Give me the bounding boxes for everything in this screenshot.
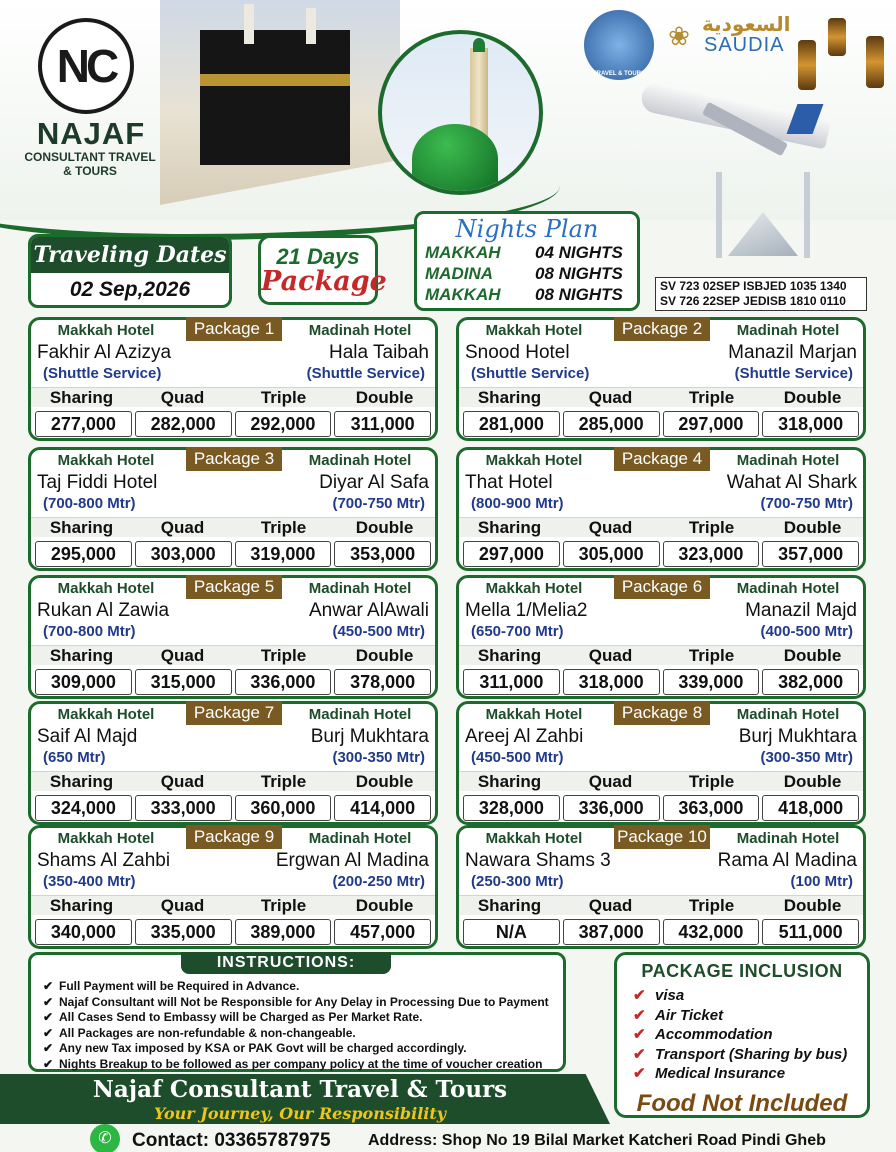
makkah-hotel-name: Saif Al Majd — [37, 726, 138, 747]
price-row — [35, 411, 431, 437]
saudia-palm-icon: ❀ — [668, 21, 690, 51]
price-header: Double — [783, 896, 842, 915]
price-header: Sharing — [49, 646, 114, 665]
price-cell: 311,000 — [334, 411, 431, 437]
madinah-hotel-distance: (Shuttle Service) — [734, 365, 853, 382]
price-row — [35, 669, 431, 695]
price-header-row — [31, 771, 435, 791]
nights-count: 04 NIGHTS — [535, 243, 623, 262]
madinah-hotel-label: Madinah Hotel — [736, 452, 840, 469]
travel-tours-logo — [584, 10, 654, 80]
nights-city: MADINA — [425, 264, 493, 283]
price-row — [463, 541, 859, 567]
madinah-hotel-distance: (700-750 Mtr) — [760, 495, 853, 512]
price-cell: 295,000 — [35, 541, 132, 567]
price-row — [463, 669, 859, 695]
price-header-row — [459, 771, 863, 791]
price-header: Triple — [688, 518, 735, 537]
makkah-hotel-distance: (350-400 Mtr) — [43, 873, 136, 890]
price-cell: 303,000 — [135, 541, 232, 567]
lantern-icon — [798, 40, 816, 90]
price-cell: 318,000 — [762, 411, 859, 437]
price-header: Sharing — [477, 646, 542, 665]
price-cell: 432,000 — [663, 919, 760, 945]
makkah-hotel-distance: (700-800 Mtr) — [43, 623, 136, 640]
madinah-hotel-name: Rama Al Madina — [717, 850, 857, 871]
package-card — [28, 701, 438, 825]
price-header: Quad — [588, 772, 633, 791]
madinah-hotel-distance: (700-750 Mtr) — [332, 495, 425, 512]
price-header: Double — [355, 646, 414, 665]
price-cell: 418,000 — [762, 795, 859, 821]
madinah-hotel-label: Madinah Hotel — [308, 580, 412, 597]
makkah-hotel-distance: (Shuttle Service) — [43, 365, 162, 382]
madinah-hotel-distance: (300-350 Mtr) — [332, 749, 425, 766]
price-cell: 457,000 — [334, 919, 431, 945]
price-header: Triple — [688, 896, 735, 915]
makkah-hotel-label: Makkah Hotel — [57, 322, 155, 339]
madinah-hotel-distance: (Shuttle Service) — [306, 365, 425, 382]
price-header: Sharing — [477, 896, 542, 915]
lantern-icon — [866, 36, 884, 88]
price-cell: 319,000 — [235, 541, 332, 567]
price-row — [463, 411, 859, 437]
madinah-hotel-name: Manazil Marjan — [728, 342, 857, 363]
price-header: Quad — [588, 646, 633, 665]
price-header: Double — [783, 646, 842, 665]
inclusion-list — [633, 986, 867, 1084]
makkah-hotel-name: Snood Hotel — [465, 342, 570, 363]
food-not-included: Food Not Included — [636, 1089, 848, 1117]
minaret-shape — [716, 172, 722, 258]
madinah-hotel-label: Madinah Hotel — [308, 706, 412, 723]
price-cell: 297,000 — [463, 541, 560, 567]
price-row — [463, 919, 859, 945]
nights-row — [417, 242, 637, 263]
brand-subtitle — [20, 150, 160, 178]
madinah-hotel-name: Manazil Majd — [745, 600, 857, 621]
saudia-english: SAUDIA — [704, 34, 785, 56]
contact-phone[interactable]: Contact: 03365787975 — [132, 1130, 331, 1151]
madinah-hotel-distance: (450-500 Mtr) — [332, 623, 425, 640]
package-tag: Package 3 — [186, 447, 282, 471]
package-card — [456, 825, 866, 949]
brand-subtitle-line1: CONSULTANT TRAVEL — [24, 150, 156, 164]
instructions-list — [43, 979, 549, 1072]
nights-row — [417, 284, 637, 305]
package-card — [28, 825, 438, 949]
price-cell: 340,000 — [35, 919, 132, 945]
price-cell: 378,000 — [334, 669, 431, 695]
price-header: Double — [783, 518, 842, 537]
footer-slogan: Your Journey, Our Responsibility — [153, 1104, 447, 1123]
makkah-hotel-name: Rukan Al Zawia — [37, 600, 170, 621]
madinah-hotel-label: Madinah Hotel — [736, 580, 840, 597]
instruction-item: ✔ Any new Tax imposed by KSA or PAK Govt will be charged accordingly. — [43, 1041, 549, 1057]
price-header: Double — [355, 772, 414, 791]
inclusion-item: ✔ Medical Insurance — [633, 1064, 867, 1084]
madinah-hotel-distance: (400-500 Mtr) — [760, 623, 853, 640]
madinah-hotel-name: Wahat Al Shark — [726, 472, 857, 493]
brand-name: NAJAF — [36, 116, 146, 151]
price-header: Triple — [260, 772, 307, 791]
price-header: Triple — [260, 518, 307, 537]
price-cell: 282,000 — [135, 411, 232, 437]
price-row — [35, 541, 431, 567]
inclusion-item: ✔ visa — [633, 986, 867, 1006]
package-card — [456, 575, 866, 699]
inclusion-item: ✔ Transport (Sharing by bus) — [633, 1045, 867, 1065]
price-cell: 357,000 — [762, 541, 859, 567]
makkah-hotel-name: Shams Al Zahbi — [37, 850, 171, 871]
travel-logo-text: TRAVEL & TOURS — [592, 71, 645, 77]
makkah-hotel-label: Makkah Hotel — [57, 580, 155, 597]
price-header: Sharing — [477, 772, 542, 791]
madinah-hotel-distance: (100 Mtr) — [790, 873, 853, 890]
price-cell: 309,000 — [35, 669, 132, 695]
price-cell: 360,000 — [235, 795, 332, 821]
instructions-title: INSTRUCTIONS: — [181, 952, 391, 974]
price-cell: 382,000 — [762, 669, 859, 695]
price-cell: 414,000 — [334, 795, 431, 821]
price-header: Sharing — [49, 772, 114, 791]
minaret-shape — [244, 4, 254, 44]
price-cell: 315,000 — [135, 669, 232, 695]
price-header: Quad — [160, 518, 205, 537]
price-header-row — [459, 895, 863, 915]
makkah-hotel-distance: (250-300 Mtr) — [471, 873, 564, 890]
flight-line: SV 723 02SEP ISBJED 1035 1340 — [660, 279, 847, 293]
price-cell: 328,000 — [463, 795, 560, 821]
package-length-badge — [258, 235, 387, 305]
madinah-hotel-name: Burj Mukhtara — [738, 726, 857, 747]
price-cell: 323,000 — [663, 541, 760, 567]
package-card — [28, 575, 438, 699]
traveling-dates-label: Traveling Dates — [31, 237, 229, 273]
makkah-hotel-name: That Hotel — [465, 472, 553, 493]
inclusion-title: PACKAGE INCLUSION — [641, 961, 843, 981]
kaaba-shape — [200, 30, 350, 165]
price-header: Triple — [260, 388, 307, 407]
makkah-hotel-name: Mella 1/Melia2 — [465, 600, 588, 621]
makkah-hotel-distance: (450-500 Mtr) — [471, 749, 564, 766]
madinah-hotel-distance: (200-250 Mtr) — [332, 873, 425, 890]
madinah-hotel-label: Madinah Hotel — [736, 830, 840, 847]
price-cell: 285,000 — [563, 411, 660, 437]
madinah-hotel-name: Hala Taibah — [328, 342, 429, 363]
price-cell: 277,000 — [35, 411, 132, 437]
instruction-item: ✔ All Cases Send to Embassy will be Charged as Per Market Rate. — [43, 1010, 549, 1026]
makkah-hotel-label: Makkah Hotel — [57, 452, 155, 469]
whatsapp-icon[interactable]: ✆ — [90, 1124, 120, 1152]
price-header: Sharing — [477, 388, 542, 407]
saudia-arabic: السعودية — [702, 12, 791, 36]
price-header: Quad — [588, 388, 633, 407]
makkah-hotel-label: Makkah Hotel — [57, 706, 155, 723]
package-word: Package — [261, 266, 387, 297]
price-cell: 336,000 — [563, 795, 660, 821]
makkah-hotel-label: Makkah Hotel — [485, 580, 583, 597]
price-cell: 389,000 — [235, 919, 332, 945]
makkah-hotel-distance: (700-800 Mtr) — [43, 495, 136, 512]
package-days: 21 Days — [276, 244, 360, 269]
package-tag: Package 4 — [614, 447, 710, 471]
instruction-item: ✔ Najaf Consultant will Not be Responsible for Any Delay in Processing Due to Payment — [43, 995, 549, 1011]
makkah-hotel-distance: (Shuttle Service) — [471, 365, 590, 382]
madinah-hotel-name: Burj Mukhtara — [310, 726, 429, 747]
price-header: Double — [355, 388, 414, 407]
price-header: Double — [783, 772, 842, 791]
madinah-hotel-distance: (300-350 Mtr) — [760, 749, 853, 766]
price-cell: 511,000 — [762, 919, 859, 945]
instruction-item: ✔ Nights Breakup to be followed as per company policy at the time of voucher creation — [43, 1057, 549, 1073]
madinah-hotel-label: Madinah Hotel — [308, 322, 412, 339]
price-cell: 336,000 — [235, 669, 332, 695]
madinah-hotel-label: Madinah Hotel — [736, 706, 840, 723]
price-header: Sharing — [49, 388, 114, 407]
makkah-hotel-label: Makkah Hotel — [485, 322, 583, 339]
price-cell: 353,000 — [334, 541, 431, 567]
minaret-shape — [804, 172, 810, 258]
madinah-hotel-name: Ergwan Al Madina — [275, 850, 429, 871]
package-card — [456, 701, 866, 825]
price-row — [463, 795, 859, 821]
price-header-row — [459, 645, 863, 665]
package-inclusion-box — [614, 952, 870, 1118]
nights-row — [417, 263, 637, 284]
price-cell: 333,000 — [135, 795, 232, 821]
makkah-hotel-label: Makkah Hotel — [57, 830, 155, 847]
instruction-item: ✔ Full Payment will be Required in Advance. — [43, 979, 549, 995]
price-cell: 318,000 — [563, 669, 660, 695]
madinah-hotel-label: Madinah Hotel — [308, 830, 412, 847]
price-row — [35, 795, 431, 821]
price-cell: 297,000 — [663, 411, 760, 437]
makkah-hotel-distance: (650 Mtr) — [43, 749, 106, 766]
package-tag: Package 10 — [614, 825, 710, 849]
minaret-shape — [306, 8, 316, 44]
price-header: Quad — [160, 646, 205, 665]
traveling-dates-value: 02 Sep,2026 — [69, 278, 191, 301]
flight-line: SV 726 22SEP JEDISB 1810 0110 — [660, 294, 846, 308]
price-header: Double — [355, 896, 414, 915]
package-tag: Package 5 — [186, 575, 282, 599]
nc-logo — [38, 18, 134, 114]
makkah-hotel-label: Makkah Hotel — [485, 452, 583, 469]
minaret-top — [473, 38, 485, 52]
price-cell: 339,000 — [663, 669, 760, 695]
nights-count: 08 NIGHTS — [535, 285, 623, 304]
package-tag: Package 2 — [614, 317, 710, 341]
nights-count: 08 NIGHTS — [535, 264, 623, 283]
price-header: Quad — [160, 772, 205, 791]
madinah-hotel-label: Madinah Hotel — [736, 322, 840, 339]
traveling-dates-box — [28, 234, 232, 308]
brand-subtitle-line2: & TOURS — [63, 164, 117, 178]
makkah-hotel-name: Areej Al Zahbi — [465, 726, 584, 747]
price-header: Triple — [260, 896, 307, 915]
package-tag: Package 7 — [186, 701, 282, 725]
price-header: Double — [355, 518, 414, 537]
package-card — [28, 447, 438, 571]
price-header: Quad — [588, 896, 633, 915]
package-tag: Package 9 — [186, 825, 282, 849]
price-header-row — [31, 895, 435, 915]
package-card — [456, 447, 866, 571]
makkah-hotel-name: Fakhir Al Azizya — [37, 342, 172, 363]
price-header: Triple — [260, 646, 307, 665]
price-cell: 324,000 — [35, 795, 132, 821]
instructions-box — [28, 952, 566, 1072]
price-header: Sharing — [49, 518, 114, 537]
inclusion-item: ✔ Air Ticket — [633, 1006, 867, 1026]
green-dome-image — [378, 30, 543, 195]
package-card — [28, 317, 438, 441]
price-cell: 305,000 — [563, 541, 660, 567]
price-cell: 311,000 — [463, 669, 560, 695]
footer-company-name: Najaf Consultant Travel & Tours — [92, 1076, 508, 1103]
makkah-hotel-label: Makkah Hotel — [485, 706, 583, 723]
price-header: Double — [783, 388, 842, 407]
nights-plan-title: Nights Plan — [455, 215, 599, 243]
price-header: Sharing — [477, 518, 542, 537]
makkah-hotel-name: Taj Fiddi Hotel — [37, 472, 158, 493]
price-header: Quad — [588, 518, 633, 537]
flight-schedule — [655, 277, 867, 311]
makkah-hotel-name: Nawara Shams 3 — [465, 850, 611, 871]
package-tag: Package 6 — [614, 575, 710, 599]
price-header-row — [31, 517, 435, 537]
green-dome-shape — [412, 124, 498, 194]
price-cell: 387,000 — [563, 919, 660, 945]
package-tag: Package 1 — [186, 317, 282, 341]
price-header-row — [459, 387, 863, 407]
price-header: Quad — [160, 896, 205, 915]
price-cell: N/A — [463, 919, 560, 945]
price-header: Sharing — [49, 896, 114, 915]
package-tag: Package 8 — [614, 701, 710, 725]
price-cell: 292,000 — [235, 411, 332, 437]
price-row — [35, 919, 431, 945]
price-header: Triple — [688, 646, 735, 665]
instruction-item: ✔ All Packages are non-refundable & non-changeable. — [43, 1026, 549, 1042]
madinah-hotel-label: Madinah Hotel — [308, 452, 412, 469]
price-header-row — [459, 517, 863, 537]
contact-address: Address: Shop No 19 Bilal Market Katcheri Road Pindi Gheb — [368, 1132, 826, 1149]
nights-plan-box — [414, 211, 640, 311]
makkah-hotel-label: Makkah Hotel — [485, 830, 583, 847]
price-header-row — [31, 387, 435, 407]
makkah-hotel-distance: (800-900 Mtr) — [471, 495, 564, 512]
price-header: Triple — [688, 388, 735, 407]
nights-city: MAKKAH — [425, 243, 501, 262]
price-header: Triple — [688, 772, 735, 791]
kaaba-gold-band — [200, 74, 350, 86]
inclusion-item: ✔ Accommodation — [633, 1025, 867, 1045]
lantern-icon — [828, 18, 846, 56]
price-header-row — [31, 645, 435, 665]
package-card — [456, 317, 866, 441]
madinah-hotel-name: Anwar AlAwali — [308, 600, 429, 621]
makkah-hotel-distance: (650-700 Mtr) — [471, 623, 564, 640]
madinah-hotel-name: Diyar Al Safa — [319, 472, 429, 493]
logo-letters: NC — [56, 40, 116, 92]
nights-city: MAKKAH — [425, 285, 501, 304]
price-cell: 335,000 — [135, 919, 232, 945]
price-cell: 281,000 — [463, 411, 560, 437]
price-cell: 363,000 — [663, 795, 760, 821]
price-header: Quad — [160, 388, 205, 407]
